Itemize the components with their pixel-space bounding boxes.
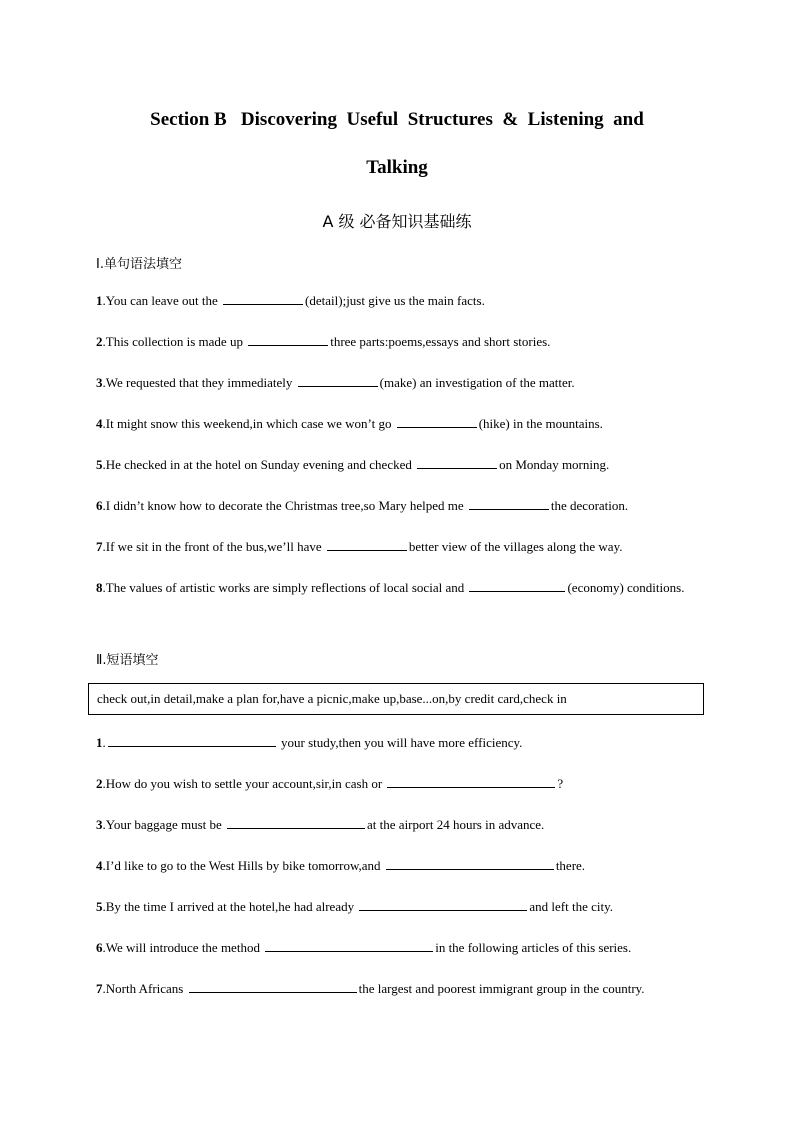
question-number: 2 [96,334,103,349]
page-title-line-2: Talking [366,157,428,178]
question-text: .Your baggage must be [102,817,226,832]
answer-blank[interactable] [359,897,527,911]
question-number: 6 [96,498,103,513]
section-1-heading: Ⅰ.单句语法填空 [96,257,182,272]
grammar-question [96,492,706,519]
grammar-question [96,369,706,396]
answer-blank[interactable] [108,733,276,747]
question-text: .It might snow this weekend,in which case we won’t go [102,416,395,431]
phrase-question [96,893,706,920]
answer-blank[interactable] [223,291,303,305]
question-number: 7 [96,539,103,554]
answer-blank[interactable] [189,979,357,993]
grammar-question [96,410,706,437]
question-number: 3 [96,375,103,390]
question-text: (detail);just give us the main facts. [305,293,485,308]
phrase-question [96,811,706,838]
question-text: .How do you wish to settle your account,sir,in cash or [102,776,386,791]
question-number: 1 [96,293,103,308]
answer-blank[interactable] [298,373,378,387]
section-2-heading: Ⅱ.短语填空 [96,653,159,668]
answer-blank[interactable] [265,938,433,952]
question-text: .The values of artistic works are simply reflections of local social and [102,580,468,595]
answer-blank[interactable] [248,332,328,346]
question-number: 5 [96,457,103,472]
grammar-question [96,328,706,355]
question-number: 5 [96,899,103,914]
answer-blank[interactable] [417,455,497,469]
answer-blank[interactable] [386,856,554,870]
question-text: on Monday morning. [499,457,610,472]
answer-blank[interactable] [327,537,407,551]
question-text: .North Africans [102,981,187,996]
question-number: 8 [96,580,103,595]
question-text: the decoration. [550,498,629,513]
question-text: in the following articles of this series. [435,940,632,955]
question-text: and left the city. [529,899,613,914]
question-text: better view of the villages along the way. [408,539,623,554]
question-text: . [102,735,106,750]
grammar-question [96,287,706,314]
question-text: .By the time I arrived at the hotel,he had already [102,899,358,914]
answer-blank[interactable] [469,496,549,510]
question-text: .We will introduce the method [102,940,264,955]
question-text: .We requested that they immediately [102,375,296,390]
answer-blank[interactable] [227,815,365,829]
question-number: 6 [96,940,103,955]
level-subtitle: A 级 必备知识基础练 [322,212,472,231]
phrase-question [96,975,706,1002]
phrase-question [96,729,706,756]
question-text: .He checked in at the hotel on Sunday evening and checked [102,457,416,472]
question-number: 3 [96,817,103,832]
grammar-question [96,574,706,601]
answer-blank[interactable] [469,578,565,592]
question-text: three parts:poems,essays and short stories. [330,334,551,349]
question-text: the largest and poorest immigrant group in the country. [358,981,645,996]
question-number: 2 [96,776,103,791]
question-text: ? [557,776,564,791]
question-text: .If we sit in the front of the bus,we’ll have [102,539,325,554]
phrase-question [96,770,706,797]
question-text: your study,then you will have more efficiency. [277,735,523,750]
question-text: .This collection is made up [102,334,247,349]
question-text: at the airport 24 hours in advance. [367,817,545,832]
answer-blank[interactable] [387,774,555,788]
question-number: 1 [96,735,103,750]
question-number: 4 [96,416,103,431]
question-text: (make) an investigation of the matter. [379,375,575,390]
question-text: .I’d like to go to the West Hills by bike tomorrow,and [102,858,384,873]
question-text: (economy) conditions. [567,580,685,595]
question-text: .I didn’t know how to decorate the Christmas tree,so Mary helped me [102,498,467,513]
question-text: (hike) in the mountains. [478,416,603,431]
phrase-question [96,852,706,879]
question-text: there. [555,858,586,873]
question-number: 7 [96,981,103,996]
grammar-question [96,451,706,478]
answer-blank[interactable] [397,414,477,428]
question-number: 4 [96,858,103,873]
question-text: .You can leave out the [102,293,222,308]
phrase-question [96,934,706,961]
word-bank-box: check out,in detail,make a plan for,have a picnic,make up,base...on,by credit card,check in [88,683,704,715]
grammar-question [96,533,706,560]
page-title-line-1: Section B Discovering Useful Structures & Listening and [150,109,644,130]
